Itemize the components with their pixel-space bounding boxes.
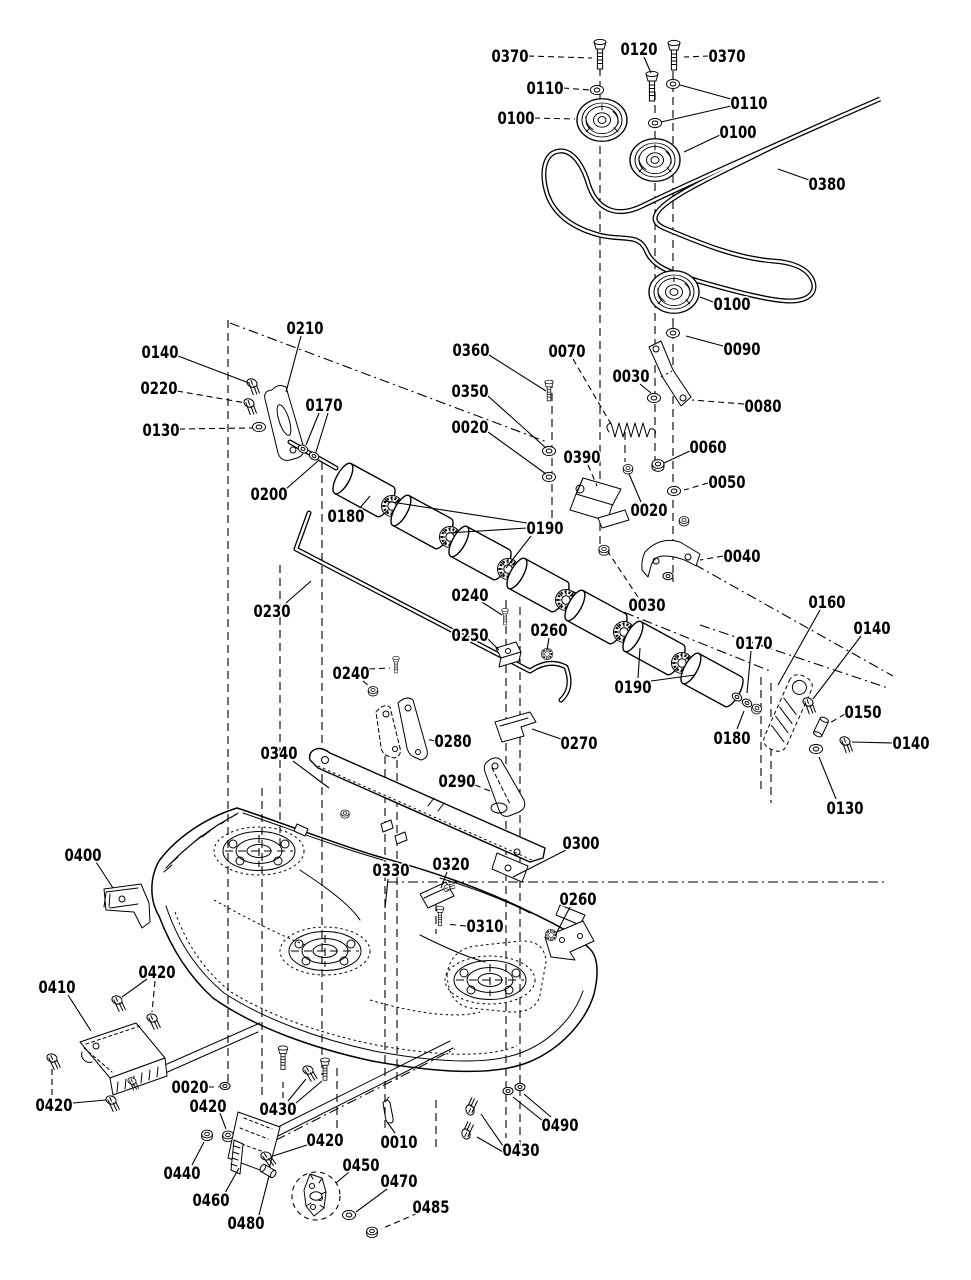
part-label-0240: 0240 bbox=[451, 586, 489, 606]
nut-0060 bbox=[652, 460, 664, 472]
locknut-0260 bbox=[545, 929, 557, 941]
leader-line bbox=[259, 1176, 269, 1215]
part-label-0080: 0080 bbox=[744, 397, 782, 417]
part-label-0420: 0420 bbox=[306, 1131, 344, 1151]
nut-0240 bbox=[368, 686, 378, 695]
part-label-0150: 0150 bbox=[844, 703, 882, 723]
part-label-0260: 0260 bbox=[559, 890, 597, 910]
part-label-0030: 0030 bbox=[612, 367, 650, 387]
part-label-0350: 0350 bbox=[451, 382, 489, 402]
part-label-0370: 0370 bbox=[708, 47, 746, 67]
nut-0485 bbox=[367, 1227, 378, 1238]
part-label-0190: 0190 bbox=[614, 678, 652, 698]
part-label-0060: 0060 bbox=[689, 438, 727, 458]
part-label-0430: 0430 bbox=[502, 1141, 540, 1161]
nut-0440 bbox=[202, 1130, 213, 1141]
pulley-0100 bbox=[649, 271, 699, 314]
part-label-0380: 0380 bbox=[808, 175, 846, 195]
washer-0350 bbox=[543, 446, 556, 455]
bolt-0120 bbox=[646, 71, 658, 101]
part-label-0260: 0260 bbox=[530, 621, 568, 641]
leader-line bbox=[684, 135, 720, 152]
part-label-0430: 0430 bbox=[259, 1100, 297, 1120]
part-label-0170: 0170 bbox=[735, 634, 773, 654]
bolt-0430 bbox=[278, 1046, 288, 1070]
washer-0490 bbox=[503, 1087, 513, 1094]
screw-0140 bbox=[243, 377, 264, 397]
part-label-0360: 0360 bbox=[452, 341, 490, 361]
bolt-0370-right bbox=[668, 40, 680, 70]
part-label-0130: 0130 bbox=[826, 799, 864, 819]
part-label-0130: 0130 bbox=[142, 421, 180, 441]
part-label-0300: 0300 bbox=[562, 834, 600, 854]
part-label-0180: 0180 bbox=[327, 507, 365, 527]
part-label-0190: 0190 bbox=[526, 519, 564, 539]
leader-line bbox=[819, 757, 836, 799]
part-label-0220: 0220 bbox=[140, 379, 178, 399]
washer-0050 bbox=[668, 486, 681, 495]
leader-line bbox=[828, 714, 845, 724]
link-0160 bbox=[761, 672, 815, 755]
leader-line bbox=[528, 56, 592, 58]
clamp-0270 bbox=[495, 712, 536, 742]
leader-line bbox=[737, 711, 744, 729]
spindle-ring bbox=[445, 956, 535, 1004]
part-label-0340: 0340 bbox=[260, 744, 298, 764]
leader-line bbox=[700, 556, 723, 560]
leader-line bbox=[286, 461, 318, 489]
screw-0420 bbox=[44, 1052, 64, 1071]
screw-0430 bbox=[462, 1096, 481, 1116]
part-label-0490: 0490 bbox=[541, 1116, 579, 1136]
leader-line bbox=[286, 581, 311, 603]
part-label-0330: 0330 bbox=[372, 861, 410, 881]
pulley-0100 bbox=[630, 139, 680, 182]
leader-line bbox=[152, 981, 155, 1012]
leader-line bbox=[68, 995, 91, 1031]
washer-0020 bbox=[220, 1082, 230, 1089]
part-label-0090: 0090 bbox=[723, 340, 761, 360]
washer-0030 bbox=[648, 393, 661, 402]
part-label-0240: 0240 bbox=[332, 664, 370, 684]
spacer-0150 bbox=[813, 716, 830, 738]
leader-line bbox=[778, 610, 820, 685]
leader-line bbox=[684, 483, 708, 490]
part-label-0480: 0480 bbox=[227, 1214, 265, 1234]
nut-0020 bbox=[623, 464, 633, 473]
leader-line bbox=[296, 1081, 322, 1103]
leader-line bbox=[573, 359, 611, 424]
part-label-0210: 0210 bbox=[286, 319, 324, 339]
part-label-0410: 0410 bbox=[38, 978, 76, 998]
leader-line bbox=[747, 651, 751, 693]
part-label-0200: 0200 bbox=[250, 485, 288, 505]
washer-0490 bbox=[515, 1083, 525, 1090]
screw-0220 bbox=[240, 397, 261, 417]
leader-line bbox=[608, 552, 638, 597]
leader-line bbox=[684, 56, 709, 57]
washer bbox=[663, 572, 673, 579]
callout-layer bbox=[36, 40, 930, 1234]
leader-line bbox=[532, 729, 561, 739]
pulley-0100 bbox=[577, 99, 627, 142]
leader-line bbox=[475, 785, 490, 791]
part-label-0420: 0420 bbox=[138, 963, 176, 983]
leader-line bbox=[852, 742, 892, 743]
leader-line bbox=[446, 924, 466, 926]
part-label-0440: 0440 bbox=[163, 1164, 201, 1184]
leader-line bbox=[179, 428, 252, 429]
leader-line bbox=[178, 356, 249, 383]
leader-line bbox=[680, 85, 731, 99]
part-label-0120: 0120 bbox=[620, 40, 658, 60]
part-label-0140: 0140 bbox=[892, 734, 930, 754]
screw-0420 bbox=[144, 1012, 164, 1031]
part-label-0040: 0040 bbox=[723, 547, 761, 567]
part-label-0170: 0170 bbox=[305, 396, 343, 416]
leader-line bbox=[192, 1142, 204, 1165]
part-label-0230: 0230 bbox=[253, 602, 291, 622]
leader-line bbox=[316, 413, 328, 452]
leader-line bbox=[686, 336, 723, 346]
bolt-0370-left bbox=[594, 39, 606, 69]
part-label-0050: 0050 bbox=[708, 473, 746, 493]
leader-line bbox=[563, 88, 590, 90]
part-label-0270: 0270 bbox=[560, 734, 598, 754]
part-label-0370: 0370 bbox=[491, 47, 529, 67]
bracket-0040 bbox=[642, 540, 700, 577]
washer-0110 bbox=[591, 85, 604, 94]
bolt-0310 bbox=[436, 906, 444, 925]
nut-0030 bbox=[599, 545, 609, 555]
leader-line bbox=[489, 355, 546, 391]
nut bbox=[679, 516, 689, 525]
bracket-0290 bbox=[484, 758, 524, 816]
leader-line bbox=[692, 400, 744, 404]
part-label-0470: 0470 bbox=[380, 1172, 418, 1192]
part-label-0280: 0280 bbox=[434, 732, 472, 752]
part-label-0420: 0420 bbox=[189, 1097, 227, 1117]
leader-line bbox=[513, 1097, 543, 1121]
leader-line bbox=[73, 1100, 106, 1103]
leader-line bbox=[700, 297, 713, 302]
leader-line bbox=[288, 1079, 306, 1101]
leader-line bbox=[524, 1094, 551, 1117]
leader-line bbox=[661, 106, 731, 122]
part-label-0290: 0290 bbox=[438, 772, 476, 792]
part-label-0310: 0310 bbox=[466, 917, 504, 937]
part-label-0250: 0250 bbox=[451, 626, 489, 646]
part-label-0485: 0485 bbox=[412, 1198, 450, 1218]
leader-line bbox=[629, 474, 641, 502]
part-label-0110: 0110 bbox=[730, 94, 768, 114]
leader-line bbox=[477, 1137, 503, 1152]
plate-0280 bbox=[398, 698, 427, 760]
leader-line bbox=[387, 1122, 395, 1133]
washer-0130 bbox=[253, 422, 266, 431]
leader-line bbox=[534, 118, 575, 119]
part-label-0110: 0110 bbox=[526, 79, 564, 99]
wheel-0450 bbox=[292, 1172, 340, 1220]
washer-0470 bbox=[343, 1210, 356, 1219]
part-label-0070: 0070 bbox=[548, 342, 586, 362]
screw-0240 bbox=[393, 657, 400, 673]
leader-line bbox=[177, 391, 246, 403]
screw-0420 bbox=[103, 1094, 123, 1113]
washer-0020 bbox=[543, 472, 556, 481]
part-label-0400: 0400 bbox=[64, 846, 102, 866]
screw-0420 bbox=[109, 994, 129, 1013]
part-label-0140: 0140 bbox=[853, 619, 891, 639]
part-label-0160: 0160 bbox=[808, 593, 846, 613]
spindle-ring bbox=[280, 927, 370, 975]
screw-0430 bbox=[300, 1065, 319, 1083]
part-label-0020: 0020 bbox=[630, 501, 668, 521]
screw-0140 bbox=[836, 735, 857, 755]
part-label-0320: 0320 bbox=[432, 855, 470, 875]
part-label-0450: 0450 bbox=[342, 1156, 380, 1176]
part-label-0100: 0100 bbox=[719, 123, 757, 143]
leader-line bbox=[356, 1189, 387, 1212]
washer-0130 bbox=[810, 744, 823, 753]
washer-0110 bbox=[667, 79, 680, 88]
leader-line bbox=[488, 396, 546, 448]
screw-0430 bbox=[458, 1120, 477, 1140]
leader-line bbox=[273, 1145, 307, 1156]
part-label-0390: 0390 bbox=[563, 448, 601, 468]
part-label-0020: 0020 bbox=[171, 1078, 209, 1098]
part-label-0180: 0180 bbox=[713, 729, 751, 749]
leader-line bbox=[306, 413, 319, 445]
cotter-pin-0010 bbox=[383, 1097, 393, 1123]
part-label-0030: 0030 bbox=[628, 596, 666, 616]
screw-0240 bbox=[502, 609, 509, 625]
part-label-0420: 0420 bbox=[35, 1096, 73, 1116]
leader-line bbox=[225, 1168, 239, 1193]
leader-line bbox=[813, 636, 861, 699]
leader-line bbox=[369, 668, 390, 669]
leader-line bbox=[664, 451, 690, 463]
part-label-0010: 0010 bbox=[380, 1133, 418, 1153]
spring-0070 bbox=[607, 423, 656, 437]
washer-0170 bbox=[741, 697, 753, 708]
part-label-0100: 0100 bbox=[713, 295, 751, 315]
bolt-0420 bbox=[321, 1058, 330, 1080]
part-label-0020: 0020 bbox=[451, 418, 489, 438]
part-label-0460: 0460 bbox=[192, 1191, 230, 1211]
leader-line bbox=[778, 169, 809, 180]
washer-0110 bbox=[649, 118, 662, 127]
part-label-0100: 0100 bbox=[497, 109, 535, 129]
part-label-0140: 0140 bbox=[141, 343, 179, 363]
washer-0090 bbox=[667, 328, 680, 337]
